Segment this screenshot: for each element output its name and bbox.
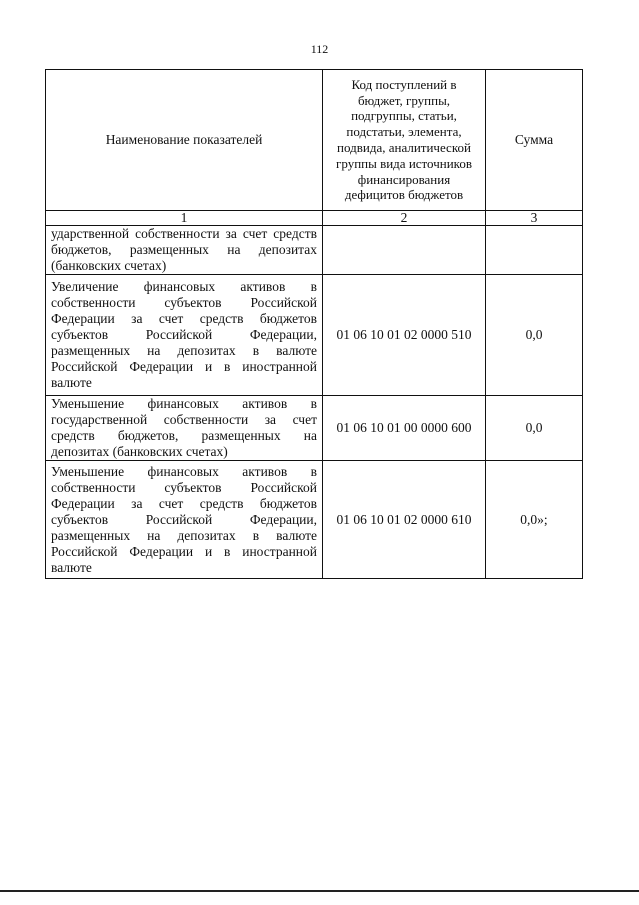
- row-name: Уменьшение финансовых активов в государственной собственности за счет средств бюджетов, размещенных на депозитах (банковских счетах): [46, 396, 323, 461]
- row-name: Увеличение финансовых активов в собственности субъектов Российской Федерации за счет средств бюджетов субъектов Российской Федерации, размещенных на депозитах в валюте Российской Федерации и в иностранной валюте: [46, 275, 323, 396]
- row-name: Уменьшение финансовых активов в собственности субъектов Российской Федерации за счет средств бюджетов субъектов Российской Федерации, размещенных на депозитах в валюте Российской Федерации и в иностранной валюте: [46, 461, 323, 579]
- column-number-2: 2: [323, 211, 486, 226]
- column-number-row: [46, 211, 583, 226]
- column-number-1: 1: [46, 211, 323, 226]
- row-sum: 0,0: [486, 275, 583, 396]
- table-row: [46, 275, 583, 396]
- table-row: [46, 461, 583, 579]
- header-code: [323, 70, 486, 211]
- header-name: [46, 70, 323, 211]
- table-header-row: [46, 70, 583, 211]
- row-name: ударственной собственности за счет средств бюджетов, размещенных на депозитах (банковских счетах): [46, 226, 323, 275]
- header-name-text: Наименование показателей: [105, 132, 263, 147]
- row-sum: 0,0: [486, 396, 583, 461]
- row-code: 01 06 10 01 02 0000 610: [323, 461, 486, 579]
- header-code-text: Код поступлений в бюджет, группы, подгруппы, статьи, подстатьи, элемента, подвида, аналитической группы вида источников финансирования дефицитов бюджетов: [336, 76, 472, 203]
- row-code: 01 06 10 01 02 0000 510: [323, 275, 486, 396]
- scan-bottom-edge: [0, 890, 639, 892]
- header-sum: Сумма: [486, 70, 583, 211]
- column-number-3: 3: [486, 211, 583, 226]
- row-sum: [486, 226, 583, 275]
- table-row: [46, 396, 583, 461]
- table-row: [46, 226, 583, 275]
- page-number: 112: [310, 42, 329, 56]
- row-code: 01 06 10 01 00 0000 600: [323, 396, 486, 461]
- row-sum: 0,0»;: [486, 461, 583, 579]
- row-code: [323, 226, 486, 275]
- budget-sources-table: [45, 69, 583, 579]
